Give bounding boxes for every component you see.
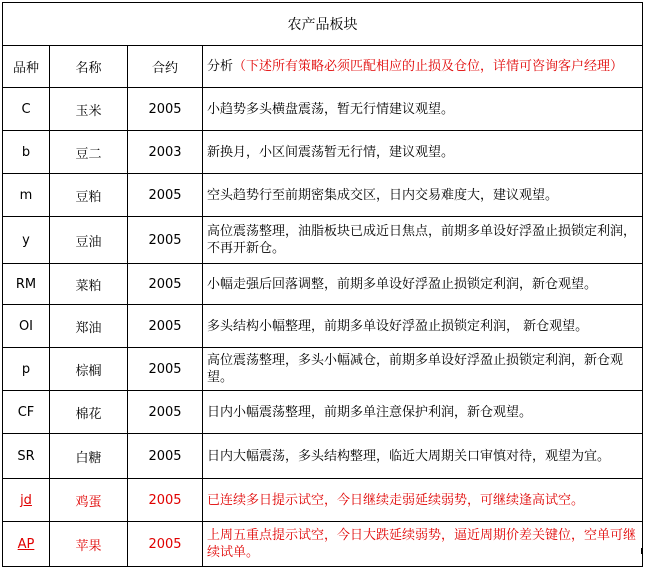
cell-name: 鸡蛋 bbox=[50, 479, 128, 522]
cell-code: C bbox=[3, 88, 50, 131]
table-body bbox=[3, 88, 643, 567]
cell-name: 豆油 bbox=[50, 217, 128, 264]
cell-name: 豆粕 bbox=[50, 174, 128, 217]
cell-name: 玉米 bbox=[50, 88, 128, 131]
cell-analysis: 高位震荡整理，多头小幅减仓，前期多单设好浮盈止损锁定利润，新仓观望。 bbox=[203, 348, 643, 391]
cell-name: 菜粕 bbox=[50, 264, 128, 305]
cell-code: CF bbox=[3, 391, 50, 434]
cell-name: 豆二 bbox=[50, 131, 128, 174]
cell-analysis: 日内大幅震荡，多头结构整理，临近大周期关口审慎对待，观望为宜。 bbox=[203, 434, 643, 479]
cell-contract: 2005 bbox=[128, 264, 203, 305]
table-header-row bbox=[3, 46, 643, 88]
table-row bbox=[3, 479, 643, 522]
cell-contract: 2005 bbox=[128, 522, 203, 567]
cell-contract: 2005 bbox=[128, 305, 203, 348]
cell-code: OI bbox=[3, 305, 50, 348]
cell-analysis: 已连续多日提示试空，今日继续走弱延续弱势，可继续逢高试空。 bbox=[203, 479, 643, 522]
header-contract: 合约 bbox=[128, 46, 203, 88]
header-name: 名称 bbox=[50, 46, 128, 88]
table-row bbox=[3, 174, 643, 217]
cell-code: m bbox=[3, 174, 50, 217]
cell-analysis: 小幅走强后回落调整，前期多单设好浮盈止损锁定利润，新仓观望。 bbox=[203, 264, 643, 305]
table-row bbox=[3, 434, 643, 479]
table-row bbox=[3, 391, 643, 434]
cell-code: y bbox=[3, 217, 50, 264]
cell-code: b bbox=[3, 131, 50, 174]
cell-analysis: 多头结构小幅整理，前期多单设好浮盈止损锁定利润， 新仓观望。 bbox=[203, 305, 643, 348]
header-code: 品种 bbox=[3, 46, 50, 88]
cell-contract: 2005 bbox=[128, 391, 203, 434]
table-row bbox=[3, 522, 643, 567]
cell-contract: 2005 bbox=[128, 434, 203, 479]
cell-name: 郑油 bbox=[50, 305, 128, 348]
cell-analysis: 日内小幅震荡整理，前期多单注意保护利润，新仓观望。 bbox=[203, 391, 643, 434]
cell-code: jd bbox=[3, 479, 50, 522]
cell-code: RM bbox=[3, 264, 50, 305]
table-continuation-edge bbox=[2, 548, 642, 554]
cell-contract: 2005 bbox=[128, 217, 203, 264]
cell-code: AP bbox=[3, 522, 50, 567]
table-row bbox=[3, 264, 643, 305]
cell-code: SR bbox=[3, 434, 50, 479]
table-row bbox=[3, 348, 643, 391]
cell-analysis: 小趋势多头横盘震荡，暂无行情建议观望。 bbox=[203, 88, 643, 131]
header-analysis bbox=[203, 46, 643, 88]
cell-analysis: 高位震荡整理，油脂板块已成近日焦点，前期多单设好浮盈止损锁定利润，不再开新仓。 bbox=[203, 217, 643, 264]
table-title-row bbox=[3, 3, 643, 46]
cell-analysis: 新换月，小区间震荡暂无行情，建议观望。 bbox=[203, 131, 643, 174]
cell-contract: 2005 bbox=[128, 348, 203, 391]
table-row bbox=[3, 217, 643, 264]
table-row bbox=[3, 88, 643, 131]
cell-contract: 2005 bbox=[128, 88, 203, 131]
cell-name: 白糖 bbox=[50, 434, 128, 479]
table-row bbox=[3, 305, 643, 348]
cell-name: 棉花 bbox=[50, 391, 128, 434]
header-analysis-note: （下述所有策略必须匹配相应的止损及仓位，详情可咨询客户经理） bbox=[233, 59, 624, 74]
cell-name: 棕榈 bbox=[50, 348, 128, 391]
header-analysis-label: 分析 bbox=[207, 59, 234, 74]
table-row bbox=[3, 131, 643, 174]
cell-analysis: 上周五重点提示试空，今日大跌延续弱势，逼近周期价差关键位，空单可继续试单。 bbox=[203, 522, 643, 567]
agri-sector-table bbox=[2, 2, 643, 567]
table-title: 农产品板块 bbox=[3, 3, 643, 46]
cell-code: p bbox=[3, 348, 50, 391]
cell-analysis: 空头趋势行至前期密集成交区，日内交易难度大，建议观望。 bbox=[203, 174, 643, 217]
cell-contract: 2005 bbox=[128, 479, 203, 522]
cell-name: 苹果 bbox=[50, 522, 128, 567]
cell-contract: 2003 bbox=[128, 131, 203, 174]
cell-contract: 2005 bbox=[128, 174, 203, 217]
